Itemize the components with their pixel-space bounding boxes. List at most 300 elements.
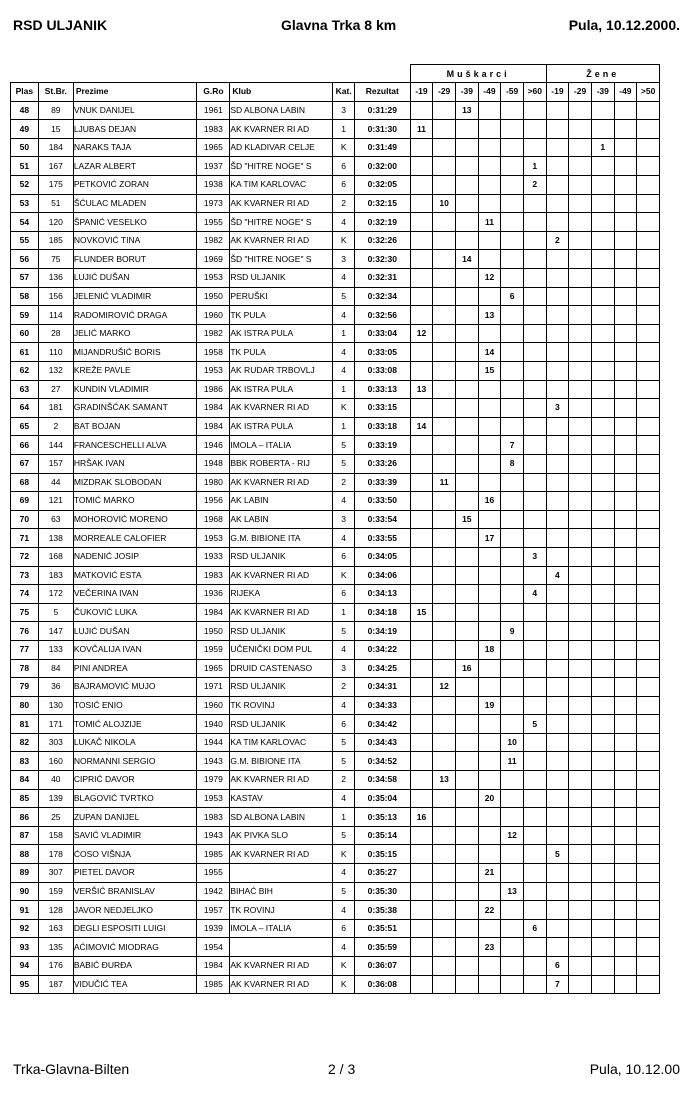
cell-klub: AK KVARNER RI AD [230,399,333,418]
cell-gro: 1983 [197,120,230,139]
cell-cat-place [478,622,501,641]
cell-cat-place [501,771,524,790]
cell-cat-place [455,938,478,957]
cell-cat-place: 15 [455,510,478,529]
cell-kat: 4 [333,938,355,957]
table-row [11,473,660,492]
table-row [11,640,660,659]
cell-cat-place [478,194,501,213]
cell-rezultat: 0:32:26 [354,231,410,250]
cell-cat-place [410,473,433,492]
cell-gro: 1943 [197,752,230,771]
cell-cat-place [637,603,660,622]
cell-plas: 53 [11,194,39,213]
cell-cat-place [637,138,660,157]
cell-cat-place: 6 [523,919,546,938]
cell-cat-place [591,826,614,845]
cell-rezultat: 0:35:04 [354,789,410,808]
cell-kat: 1 [333,120,355,139]
cell-plas: 88 [11,845,39,864]
cell-gro: 1933 [197,547,230,566]
cell-kat: 4 [333,901,355,920]
cell-cat-place [478,752,501,771]
cell-cat-place [523,436,546,455]
cell-gro: 1948 [197,454,230,473]
cell-gro: 1960 [197,696,230,715]
cell-cat-place [637,250,660,269]
cell-prezime: ČUKOVIĆ LUKA [73,603,197,622]
cell-plas: 51 [11,157,39,176]
cell-cat-place: 1 [523,157,546,176]
cell-stbr: 40 [38,771,73,790]
cell-cat-place [433,901,456,920]
cell-cat-place [410,640,433,659]
cell-rezultat: 0:33:19 [354,436,410,455]
cell-gro: 1984 [197,417,230,436]
cell-cat-place [546,808,569,827]
cell-klub: RIJEKA [230,585,333,604]
cell-plas: 92 [11,919,39,938]
cell-cat-place [637,269,660,288]
cell-cat-place [569,194,592,213]
cell-cat-place [637,547,660,566]
cell-cat-place [523,808,546,827]
cell-cat-place [591,231,614,250]
cell-cat-place [569,640,592,659]
cell-prezime: NOVKOVIĆ TINA [73,231,197,250]
cell-rezultat: 0:35:30 [354,882,410,901]
cell-cat-place [614,417,637,436]
cell-rezultat: 0:33:18 [354,417,410,436]
cell-cat-place [501,603,524,622]
cell-cat-place [501,566,524,585]
cell-prezime: TOSIĆ ENIO [73,696,197,715]
cell-cat-place [637,640,660,659]
cell-cat-place [455,454,478,473]
cell-gro: 1959 [197,640,230,659]
cell-cat-place [433,231,456,250]
cell-cat-place [614,436,637,455]
cell-cat-place [569,510,592,529]
cell-cat-place [478,250,501,269]
cell-rezultat: 0:34:31 [354,678,410,697]
cell-cat-place [523,287,546,306]
cell-cat-place [569,157,592,176]
cell-klub: UČENIČKI DOM PUL [230,640,333,659]
cell-stbr: 130 [38,696,73,715]
cell-cat-place [410,771,433,790]
cell-kat: 1 [333,808,355,827]
table-row [11,269,660,288]
cell-cat-place [410,399,433,418]
cell-cat-place: 13 [433,771,456,790]
cell-cat-place [523,101,546,120]
table-row [11,101,660,120]
cell-plas: 63 [11,380,39,399]
cell-cat-place [501,901,524,920]
cell-kat: 4 [333,696,355,715]
cell-stbr: 172 [38,585,73,604]
cell-cat-place: 11 [478,213,501,232]
cell-prezime: DEGLI ESPOSITI LUIGI [73,919,197,938]
cell-prezime: VIDUČIĆ TEA [73,975,197,994]
cell-cat-place [546,678,569,697]
cell-kat: 5 [333,882,355,901]
cell-cat-place [523,733,546,752]
cell-klub: G.M. BIBIONE ITA [230,752,333,771]
cell-cat-place [410,975,433,994]
cell-cat-place [546,603,569,622]
cell-cat-place [501,864,524,883]
cell-gro: 1953 [197,362,230,381]
cell-cat-place [637,436,660,455]
cell-cat-place [410,864,433,883]
cell-gro: 1940 [197,715,230,734]
table-row [11,343,660,362]
cell-prezime: JELENIĆ VLADIMIR [73,287,197,306]
cell-plas: 74 [11,585,39,604]
cell-cat-place [591,622,614,641]
cell-cat-place [478,882,501,901]
table-row [11,529,660,548]
cell-cat-place [569,343,592,362]
cell-cat-place [433,603,456,622]
cell-cat-place: 19 [478,696,501,715]
cell-cat-place [614,324,637,343]
cell-cat-place [637,864,660,883]
cell-cat-place [455,715,478,734]
cell-cat-place [546,901,569,920]
cell-plas: 77 [11,640,39,659]
cell-cat-place [591,529,614,548]
cell-cat-place [433,120,456,139]
cell-gro: 1971 [197,678,230,697]
cell-cat-place [523,696,546,715]
cell-cat-place [591,157,614,176]
cell-kat: 6 [333,715,355,734]
cell-cat-place [410,957,433,976]
cell-cat-place [455,752,478,771]
cell-klub: AK PIVKA SLO [230,826,333,845]
cell-cat-place [455,975,478,994]
cell-plas: 81 [11,715,39,734]
cell-cat-place [501,120,524,139]
cell-cat-place [478,826,501,845]
cell-cat-place [433,399,456,418]
cell-stbr: 181 [38,399,73,418]
cell-prezime: JAVOR NEDJELJKO [73,901,197,920]
cell-prezime: FLUNDER BORUT [73,250,197,269]
cell-cat-place [614,566,637,585]
cell-kat: 1 [333,603,355,622]
cell-cat-place [637,919,660,938]
cell-cat-place [591,454,614,473]
cell-cat-place [614,529,637,548]
cell-plas: 72 [11,547,39,566]
cell-rezultat: 0:34:43 [354,733,410,752]
cell-cat-place [455,231,478,250]
cell-plas: 48 [11,101,39,120]
cell-stbr: 156 [38,287,73,306]
cell-cat-place [637,380,660,399]
cell-cat-place [523,826,546,845]
cell-cat-place: 15 [478,362,501,381]
cell-cat-place [523,640,546,659]
cell-cat-place [410,659,433,678]
cell-cat-place [478,473,501,492]
cell-cat-place [546,101,569,120]
col-prezime: Prezime [73,83,197,102]
cell-prezime: BLAGOVIĆ TVRTKO [73,789,197,808]
cell-prezime: NORMANNI SERGIO [73,752,197,771]
table-row [11,194,660,213]
cell-cat-place [501,919,524,938]
cell-plas: 95 [11,975,39,994]
cell-cat-place [523,473,546,492]
cell-gro: 1942 [197,882,230,901]
cell-gro: 1960 [197,306,230,325]
cell-cat-place [410,231,433,250]
cell-cat-place [637,287,660,306]
cell-cat-place [455,789,478,808]
cell-stbr: 187 [38,975,73,994]
cell-stbr: 147 [38,622,73,641]
cell-gro: 1984 [197,399,230,418]
cell-cat-place [637,808,660,827]
cell-cat-place [478,547,501,566]
cell-kat: 4 [333,789,355,808]
col-klub: Klub [230,83,333,102]
cell-cat-place [637,696,660,715]
cell-cat-place [569,715,592,734]
cell-gro: 1982 [197,231,230,250]
cell-cat-place [501,306,524,325]
cell-cat-place [546,454,569,473]
cell-cat-place: 4 [523,585,546,604]
race-title: Glavna Trka 8 km [281,17,397,33]
cell-gro: 1953 [197,789,230,808]
cell-cat-place [455,808,478,827]
cell-cat-place [637,231,660,250]
cell-rezultat: 0:35:15 [354,845,410,864]
cell-klub: ŠD "HITRE NOGE" S [230,250,333,269]
cell-cat-place [455,343,478,362]
cell-cat-place [637,957,660,976]
cell-klub: RSD ULJANIK [230,622,333,641]
cell-plas: 94 [11,957,39,976]
cell-cat-place [614,547,637,566]
cell-cat-place [455,213,478,232]
cell-cat-place [410,176,433,195]
cell-cat-place [546,529,569,548]
cell-cat-place [569,771,592,790]
cell-plas: 55 [11,231,39,250]
cell-cat-place [478,157,501,176]
cell-cat-place [455,399,478,418]
cell-cat-place [433,269,456,288]
cell-cat-place [501,938,524,957]
cell-cat-place [591,678,614,697]
cell-prezime: SAVIĆ VLADIMIR [73,826,197,845]
cell-cat-place [591,343,614,362]
cell-cat-place [569,566,592,585]
cell-kat: 6 [333,585,355,604]
cell-prezime: VNUK DANIJEL [73,101,197,120]
cell-klub: AK KVARNER RI AD [230,231,333,250]
cell-cat-place [455,362,478,381]
cell-cat-place [478,975,501,994]
cell-klub: AK LABIN [230,510,333,529]
cell-cat-place: 11 [433,473,456,492]
cell-kat: 5 [333,733,355,752]
cell-plas: 68 [11,473,39,492]
table-row [11,176,660,195]
cell-cat-place [478,659,501,678]
cell-cat-place [614,975,637,994]
cell-gro: 1984 [197,957,230,976]
cell-cat-place [637,715,660,734]
cell-cat-place [523,120,546,139]
cell-cat-place [637,975,660,994]
cell-stbr: 36 [38,678,73,697]
cell-cat-place [478,566,501,585]
cell-cat-place [569,659,592,678]
cell-cat-place [478,845,501,864]
cell-rezultat: 0:35:51 [354,919,410,938]
cell-cat-place [478,176,501,195]
cell-cat-place [478,510,501,529]
cell-prezime: LJUBAS DEJAN [73,120,197,139]
cell-plas: 66 [11,436,39,455]
cell-kat: 6 [333,157,355,176]
col-cat-3: -49 [478,83,501,102]
cell-gro: 1979 [197,771,230,790]
cell-cat-place [501,101,524,120]
cell-gro: 1937 [197,157,230,176]
cell-kat: K [333,138,355,157]
cell-cat-place: 7 [501,436,524,455]
cell-stbr: 121 [38,492,73,511]
cell-stbr: 114 [38,306,73,325]
cell-cat-place [591,975,614,994]
cell-rezultat: 0:34:18 [354,603,410,622]
cell-plas: 61 [11,343,39,362]
cell-cat-place [614,771,637,790]
cell-cat-place: 16 [455,659,478,678]
table-row [11,733,660,752]
cell-plas: 54 [11,213,39,232]
cell-plas: 71 [11,529,39,548]
cell-gro: 1950 [197,622,230,641]
cell-cat-place [501,529,524,548]
cell-cat-place [614,380,637,399]
cell-cat-place [546,287,569,306]
cell-klub [230,864,333,883]
cell-klub: SD ALBONA LABIN [230,808,333,827]
cell-stbr: 135 [38,938,73,957]
table-row [11,678,660,697]
cell-prezime: TOMIĆ ALOJZIJE [73,715,197,734]
cell-cat-place [591,864,614,883]
cell-cat-place [614,882,637,901]
cell-rezultat: 0:34:33 [354,696,410,715]
cell-cat-place [433,492,456,511]
cell-cat-place [546,138,569,157]
cell-cat-place [523,138,546,157]
cell-cat-place: 16 [478,492,501,511]
cell-klub: DRUID CASTENASO [230,659,333,678]
cell-cat-place [546,826,569,845]
cell-cat-place [455,585,478,604]
cell-cat-place [569,696,592,715]
cell-cat-place: 23 [478,938,501,957]
cell-cat-place [546,120,569,139]
cell-cat-place [523,975,546,994]
org-name: RSD ULJANIK [13,17,108,33]
cell-gro: 1968 [197,510,230,529]
cell-rezultat: 0:33:05 [354,343,410,362]
cell-cat-place [591,808,614,827]
cell-cat-place: 12 [410,324,433,343]
cell-cat-place [569,585,592,604]
cell-cat-place [614,919,637,938]
cell-plas: 82 [11,733,39,752]
cell-prezime: ŠPANIĆ VESELKO [73,213,197,232]
cell-kat: 4 [333,213,355,232]
table-row [11,659,660,678]
cell-cat-place [637,101,660,120]
table-row [11,399,660,418]
cell-cat-place [455,696,478,715]
cell-plas: 52 [11,176,39,195]
cell-cat-place [591,287,614,306]
cell-cat-place [614,808,637,827]
cell-cat-place [569,306,592,325]
cell-cat-place [569,845,592,864]
cell-kat: 4 [333,640,355,659]
cell-cat-place [569,603,592,622]
cell-gro: 1953 [197,529,230,548]
col-stbr: St.Br. [38,83,73,102]
cell-plas: 58 [11,287,39,306]
cell-gro: 1965 [197,659,230,678]
cell-cat-place [637,454,660,473]
cell-gro: 1956 [197,492,230,511]
cell-gro: 1943 [197,826,230,845]
cell-cat-place [501,975,524,994]
cell-cat-place [591,547,614,566]
cell-cat-place [455,547,478,566]
cell-cat-place [410,287,433,306]
cell-cat-place [455,492,478,511]
cell-gro: 1955 [197,864,230,883]
table-row [11,566,660,585]
cell-prezime: PETKOVIĆ ZORAN [73,176,197,195]
cell-cat-place [569,362,592,381]
cell-cat-place [569,436,592,455]
cell-cat-place: 16 [410,808,433,827]
cell-cat-place [433,138,456,157]
cell-cat-place [591,882,614,901]
cell-cat-place [546,510,569,529]
cell-cat-place: 5 [523,715,546,734]
cell-kat: 3 [333,250,355,269]
cell-prezime: PIETEL DAVOR [73,864,197,883]
col-cat-10: >50 [637,83,660,102]
cell-cat-place [614,194,637,213]
cell-cat-place [455,194,478,213]
cell-cat-place [501,213,524,232]
